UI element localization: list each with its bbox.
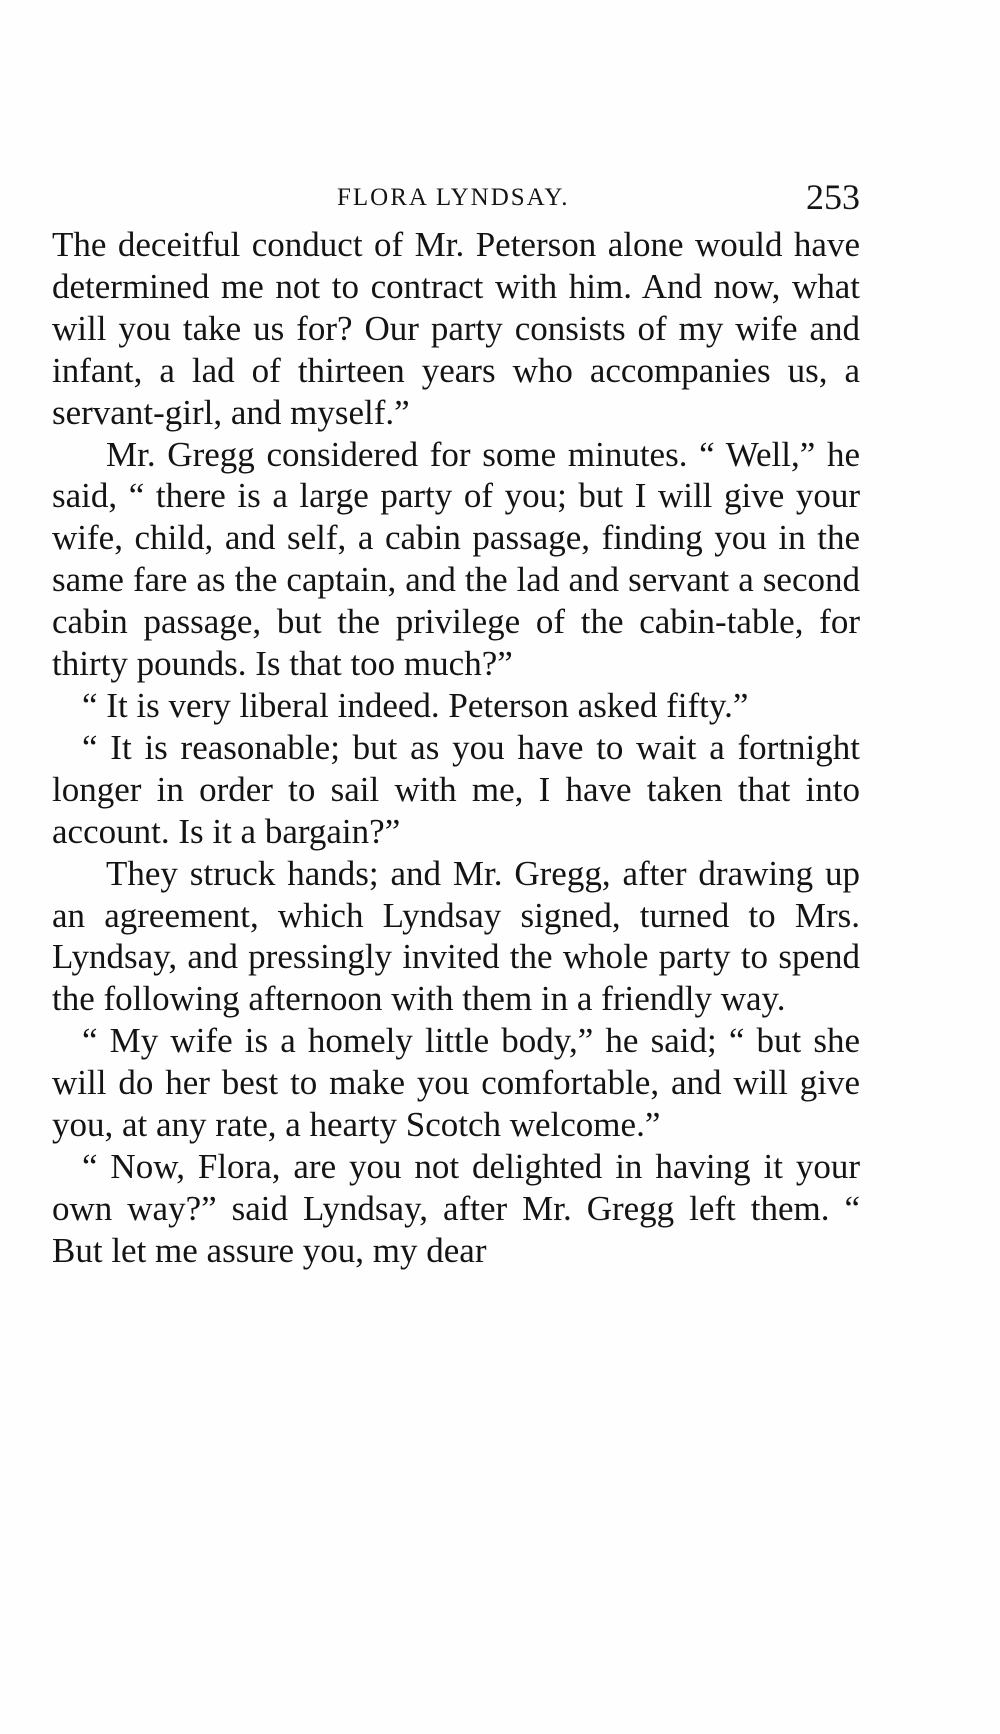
paragraph: “ Now, Flora, are you not delighted in having it your own way?” said Lyndsay, after Mr. Gregg left them. “ But let me assure you, my dear — [52, 1146, 860, 1270]
paragraph: “ My wife is a homely little body,” he said; “ but she will do her best to make you comfortable, and will give you, at any rate, a hearty Scotch welcome.” — [52, 1021, 860, 1145]
paragraph: The deceitful conduct of Mr. Peterson alone would have determined me not to contract with him. And now, what will you take us for? Our party consists of my wife and infant, a lad of thirteen years who accompanies us, a servant-girl, and myself.” — [52, 225, 860, 432]
running-title: FLORA LYNDSAY. — [337, 184, 570, 211]
running-head — [52, 177, 860, 222]
page-number: 253 — [806, 177, 860, 217]
paragraph: They struck hands; and Mr. Gregg, after drawing up an agreement, which Lyndsay signed, turned to Mrs. Lyndsay, and pressingly invited the whole party to spend the following afternoon with them in a friendly way. — [52, 853, 860, 1019]
body-text — [52, 224, 860, 1272]
paragraph: Mr. Gregg considered for some minutes. “ Well,” he said, “ there is a large party of you; but I will give your wife, child, and self, a cabin passage, finding you in the same fare as the captain, and the lad and servant a second cabin passage, but the privilege of the cabin-table, for thirty pounds. Is that too much?” — [52, 434, 860, 684]
paragraph: “ It is very liberal indeed. Peterson asked fifty.” — [82, 685, 749, 725]
paragraph: “ It is reasonable; but as you have to wait a fortnight longer in order to sail with me, I have taken that into account. Is it a bargain?” — [52, 727, 860, 851]
